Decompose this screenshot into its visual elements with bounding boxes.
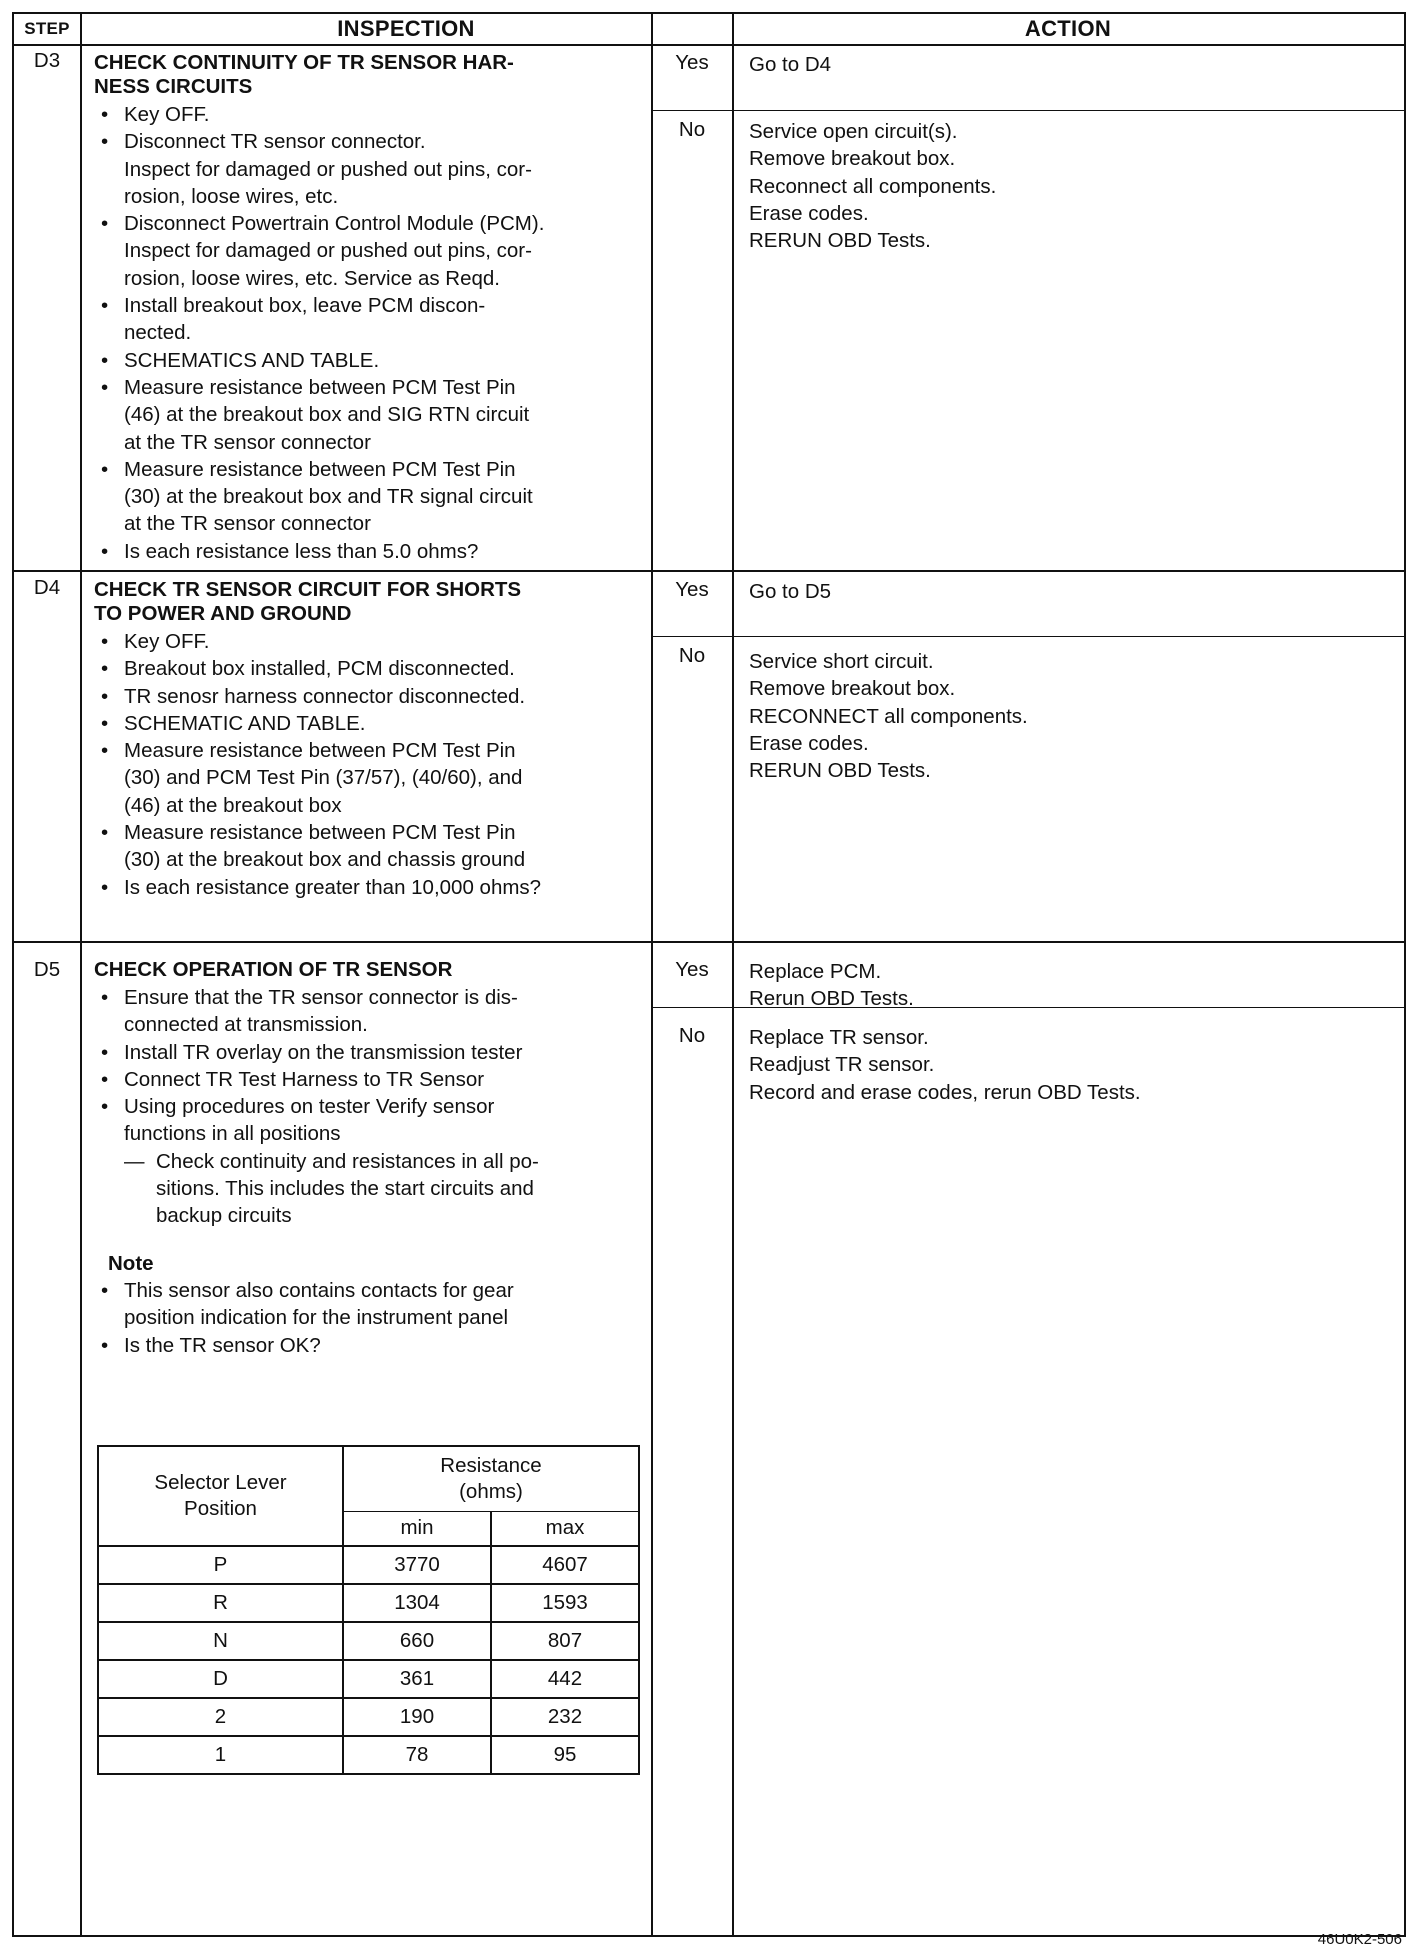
min-cell: 361 xyxy=(343,1660,491,1698)
yes-label-d4: Yes xyxy=(675,578,709,601)
no-action-d3: Service open circuit(s). Remove breakout box. Reconnect all components. Erase codes. RERUN OBD Tests. xyxy=(749,120,997,253)
diagnostic-table xyxy=(12,12,1406,1937)
sub-list-item: — Check continuity and resistances in all po- sitions. This includes the start circuits and backup circuits xyxy=(124,1148,644,1230)
list-item: • SCHEMATIC AND TABLE. xyxy=(94,710,644,737)
column-divider xyxy=(80,14,82,1935)
no-action-d4: Service short circuit. Remove breakout box. RECONNECT all components. Erase codes. RERUN OBD Tests. xyxy=(749,650,1028,783)
step-title-d5 xyxy=(94,958,644,982)
min-cell: 3770 xyxy=(343,1546,491,1584)
list-item: • Measure resistance between PCM Test Pin (30) at the breakout box and TR signal circuit at the TR sensor connector xyxy=(94,456,644,538)
yes-no-separator xyxy=(651,110,1404,111)
position-cell: R xyxy=(98,1584,343,1622)
min-header: min xyxy=(343,1511,491,1546)
step-id-d4: D4 xyxy=(33,576,61,599)
header-inspection: INSPECTION xyxy=(337,16,475,41)
title-line: TO POWER AND GROUND xyxy=(94,602,352,625)
row-separator xyxy=(14,941,1404,943)
position-cell: N xyxy=(98,1622,343,1660)
yes-label-d3: Yes xyxy=(675,51,709,74)
inspection-d3 xyxy=(94,51,644,565)
no-label-d4: No xyxy=(678,644,706,667)
max-cell: 4607 xyxy=(491,1546,639,1584)
yes-action-d4: Go to D5 xyxy=(749,580,832,603)
step-id-d5: D5 xyxy=(33,958,61,981)
header-action: ACTION xyxy=(1024,16,1112,41)
yes-action-d3: Go to D4 xyxy=(749,53,832,76)
position-cell: D xyxy=(98,1660,343,1698)
resistance-header: Resistance (ohms) xyxy=(343,1446,639,1511)
inspection-list-d5 xyxy=(94,984,644,1230)
selector-lever-header: Selector Lever Position xyxy=(98,1446,343,1546)
column-divider xyxy=(732,14,734,1935)
list-item: • Disconnect Powertrain Control Module (PCM). Inspect for damaged or pushed out pins, cor- rosion, loose wires, etc. Service as Reqd. xyxy=(94,210,644,292)
sub-list xyxy=(124,1148,644,1230)
resistance-table xyxy=(97,1445,640,1775)
list-item: • Connect TR Test Harness to TR Sensor xyxy=(94,1066,644,1093)
min-cell: 1304 xyxy=(343,1584,491,1622)
step-id-d3: D3 xyxy=(33,49,61,72)
list-item: • Install TR overlay on the transmission tester xyxy=(94,1039,644,1066)
list-item: • TR senosr harness connector disconnected. xyxy=(94,683,644,710)
min-cell: 660 xyxy=(343,1622,491,1660)
max-cell: 232 xyxy=(491,1698,639,1736)
list-item: • Measure resistance between PCM Test Pin (30) and PCM Test Pin (37/57), (40/60), and (46) at the breakout box xyxy=(94,737,644,819)
table-row xyxy=(98,1584,639,1622)
max-cell: 807 xyxy=(491,1622,639,1660)
title-line: CHECK CONTINUITY OF TR SENSOR HAR- xyxy=(94,51,514,74)
yes-label-d5: Yes xyxy=(675,958,709,981)
max-header: max xyxy=(491,1511,639,1546)
list-item: • Disconnect TR sensor connector. Inspect for damaged or pushed out pins, cor- rosion, loose wires, etc. xyxy=(94,128,644,210)
list-item: • This sensor also contains contacts for gear position indication for the instrument panel xyxy=(94,1277,644,1332)
min-cell: 190 xyxy=(343,1698,491,1736)
table-row xyxy=(98,1698,639,1736)
table-row xyxy=(98,1546,639,1584)
row-separator xyxy=(14,570,1404,572)
list-item: • Install breakout box, leave PCM discon- nected. xyxy=(94,292,644,347)
list-item: • Measure resistance between PCM Test Pin (30) at the breakout box and chassis ground xyxy=(94,819,644,874)
title-line: CHECK TR SENSOR CIRCUIT FOR SHORTS xyxy=(94,578,522,601)
header-rule xyxy=(14,44,1404,46)
figure-code: 46U0K2-506 xyxy=(1317,1931,1402,1948)
table-row xyxy=(98,1660,639,1698)
position-cell: 2 xyxy=(98,1698,343,1736)
step-title-d4 xyxy=(94,578,644,626)
no-label-d3: No xyxy=(678,118,706,141)
position-cell: P xyxy=(98,1546,343,1584)
list-item: • Using procedures on tester Verify sensor functions in all positions — Check continuity and resistances in all po- sitions. This includes the start circuits and backup circuits xyxy=(94,1093,644,1229)
header-step: STEP xyxy=(24,19,70,38)
min-cell: 78 xyxy=(343,1736,491,1774)
title-line: CHECK OPERATION OF TR SENSOR xyxy=(94,958,453,981)
inspection-list-d4 xyxy=(94,628,644,901)
title-line: NESS CIRCUITS xyxy=(94,75,253,98)
list-item: • Measure resistance between PCM Test Pin (46) at the breakout box and SIG RTN circuit at the TR sensor connector xyxy=(94,374,644,456)
max-cell: 1593 xyxy=(491,1584,639,1622)
list-item: • Breakout box installed, PCM disconnected. xyxy=(94,655,644,682)
list-item: • Ensure that the TR sensor connector is dis- connected at transmission. xyxy=(94,984,644,1039)
list-item: • SCHEMATICS AND TABLE. xyxy=(94,347,644,374)
no-label-d5: No xyxy=(678,1024,706,1047)
list-item: • Key OFF. xyxy=(94,628,644,655)
table-row xyxy=(98,1736,639,1774)
max-cell: 95 xyxy=(491,1736,639,1774)
no-action-d5: Replace TR sensor. Readjust TR sensor. Record and erase codes, rerun OBD Tests. xyxy=(749,1026,1141,1104)
list-item: • Is each resistance less than 5.0 ohms? xyxy=(94,538,644,565)
max-cell: 442 xyxy=(491,1660,639,1698)
list-item: • Is each resistance greater than 10,000 ohms? xyxy=(94,874,644,901)
step-title-d3 xyxy=(94,51,644,99)
inspection-d5 xyxy=(94,958,644,1359)
position-cell: 1 xyxy=(98,1736,343,1774)
inspection-d4 xyxy=(94,578,644,901)
list-item: • Is the TR sensor OK? xyxy=(94,1332,644,1359)
table-row xyxy=(98,1622,639,1660)
note-list xyxy=(94,1277,644,1332)
yes-action-d5: Replace PCM. Rerun OBD Tests. xyxy=(749,960,914,1011)
list-item: • Key OFF. xyxy=(94,101,644,128)
inspection-list-d3 xyxy=(94,101,644,565)
note-heading: Note xyxy=(108,1251,154,1275)
question-list xyxy=(94,1332,644,1359)
yes-no-separator xyxy=(651,636,1404,637)
